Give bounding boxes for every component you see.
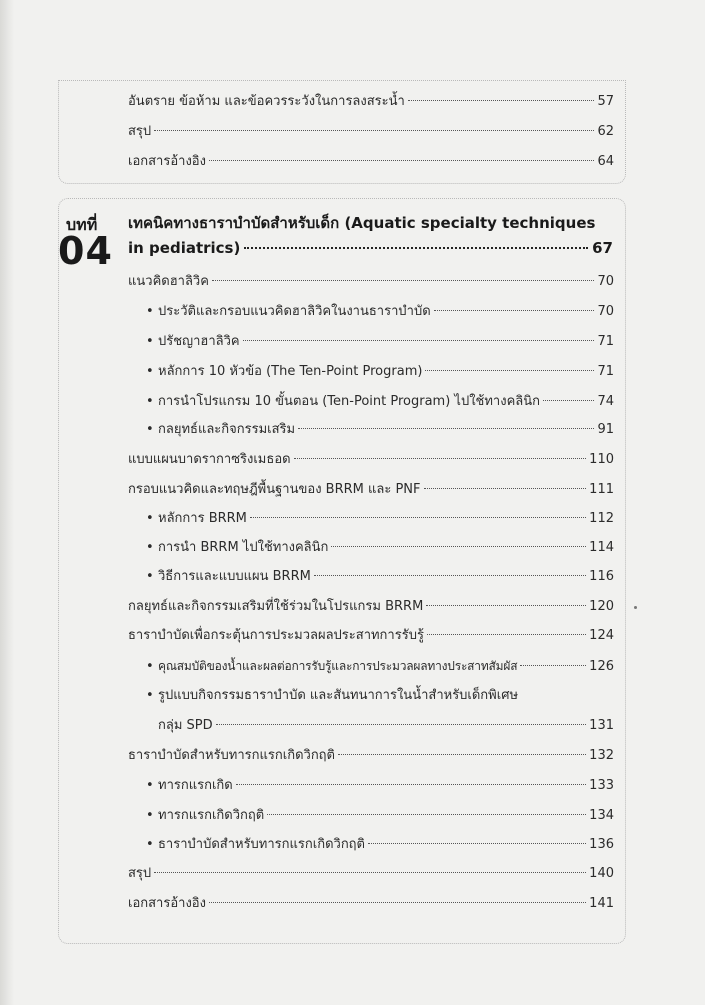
- toc-entry[interactable]: [128, 152, 614, 172]
- leader-dots: [244, 247, 588, 249]
- bullet-icon: •: [146, 334, 154, 349]
- toc-subentry[interactable]: [146, 567, 614, 587]
- toc-entry-text: ธาราบำบัดสำหรับทารกแรกเกิดวิกฤติ: [158, 837, 365, 852]
- toc-entry-page: 110: [589, 452, 614, 467]
- bullet-icon: •: [146, 659, 154, 674]
- bullet-icon: •: [146, 837, 154, 852]
- toc-entry-page: 74: [597, 394, 614, 409]
- leader-dots: [425, 370, 594, 371]
- leader-dots: [424, 488, 587, 489]
- leader-dots: [434, 310, 595, 311]
- toc-subentry[interactable]: [146, 806, 614, 826]
- toc-entry-page: 70: [597, 274, 614, 289]
- leader-dots: [368, 843, 586, 844]
- leader-dots: [314, 575, 586, 576]
- leader-dots: [212, 280, 595, 281]
- toc-entry-text: ธาราบำบัดเพื่อกระตุ้นการประมวลผลประสาทการรับรู้: [128, 628, 424, 643]
- leader-dots: [298, 428, 594, 429]
- toc-entry-text: ทารกแรกเกิดวิกฤติ: [158, 808, 265, 823]
- bullet-icon: •: [146, 511, 154, 526]
- leader-dots: [154, 872, 586, 873]
- leader-dots: [267, 814, 586, 815]
- toc-entry-page: 57: [597, 94, 614, 109]
- toc-entry-text: หลักการ 10 หัวข้อ (The Ten-Point Program): [158, 364, 423, 379]
- toc-entry-text: เอกสารอ้างอิง: [128, 896, 206, 911]
- toc-entry-page: 124: [589, 628, 614, 643]
- toc-subentry-second-line[interactable]: [158, 716, 614, 736]
- toc-entry-page: 136: [589, 837, 614, 852]
- toc-entry-page: 71: [597, 364, 614, 379]
- bullet-icon: •: [146, 394, 154, 409]
- toc-entry-page: 132: [589, 748, 614, 763]
- toc-entry-page: 111: [589, 482, 614, 497]
- toc-entry-text: อันตราย ข้อห้าม และข้อควรระวังในการลงสระน้ำ: [128, 94, 405, 109]
- leader-dots: [250, 517, 586, 518]
- toc-entry-page: 141: [589, 896, 614, 911]
- toc-entry-text: สรุป: [128, 866, 152, 881]
- toc-subentry[interactable]: [146, 420, 614, 440]
- toc-entry[interactable]: [128, 894, 614, 914]
- toc-subentry[interactable]: [146, 835, 614, 855]
- toc-entry-text: การนำโปรแกรม 10 ขั้นตอน (Ten-Point Program) ไปใช้ทางคลินิก: [158, 394, 541, 409]
- toc-subentry[interactable]: [146, 302, 614, 322]
- toc-entry[interactable]: [128, 480, 614, 500]
- toc-entry-page: 120: [589, 599, 614, 614]
- toc-subentry[interactable]: [146, 538, 614, 558]
- toc-entry-text: วิธีการและแบบแผน BRRM: [158, 569, 311, 584]
- leader-dots: [426, 605, 586, 606]
- toc-entry-page: 71: [597, 334, 614, 349]
- bullet-icon: •: [146, 569, 154, 584]
- toc-entry-page: 140: [589, 866, 614, 881]
- bullet-icon: •: [146, 422, 154, 437]
- toc-subentry[interactable]: [146, 362, 614, 382]
- leader-dots: [338, 754, 586, 755]
- toc-entry-text: คุณสมบัติของน้ำและผลต่อการรับรู้และการประมวลผลทางประสาทสัมผัส: [158, 659, 518, 673]
- margin-speck: [634, 606, 637, 609]
- toc-entry-page: 70: [597, 304, 614, 319]
- chapter-number: 04: [58, 229, 113, 273]
- chapter-title-continued[interactable]: [128, 239, 613, 257]
- leader-dots: [331, 546, 586, 547]
- page-edge-shadow: [0, 0, 14, 1005]
- toc-subentry-first-line[interactable]: [146, 686, 518, 706]
- toc-entry-page: 112: [589, 511, 614, 526]
- leader-dots: [543, 400, 594, 401]
- toc-entry-page: 131: [589, 718, 614, 733]
- toc-subentry[interactable]: [146, 656, 614, 677]
- toc-entry-page: 126: [589, 659, 614, 674]
- leader-dots: [427, 634, 586, 635]
- bullet-icon: •: [146, 778, 154, 793]
- toc-subentry[interactable]: [146, 332, 614, 352]
- toc-entry-text: กลยุทธ์และกิจกรรมเสริม: [158, 422, 296, 437]
- toc-entry-text: แบบแผนบาดรากาซริงเมธอด: [128, 452, 291, 467]
- toc-entry[interactable]: [128, 746, 614, 766]
- bullet-icon: •: [146, 540, 154, 555]
- toc-entry-page: 64: [597, 154, 614, 169]
- toc-entry-text: ปรัชญาฮาลิวิค: [158, 334, 240, 349]
- chapter-title[interactable]: เทคนิคทางธาราบำบัดสำหรับเด็ก (Aquatic specialty techniques: [128, 214, 596, 232]
- leader-dots: [154, 130, 594, 131]
- chapter-page: 67: [592, 239, 613, 257]
- bullet-icon: •: [146, 304, 154, 319]
- toc-entry-page: 134: [589, 808, 614, 823]
- toc-entry-text: ทารกแรกเกิด: [158, 778, 233, 793]
- toc-subentry[interactable]: [146, 509, 614, 529]
- leader-dots: [243, 340, 595, 341]
- toc-entry[interactable]: [128, 92, 614, 112]
- toc-entry-page: 133: [589, 778, 614, 793]
- toc-entry-page: 116: [589, 569, 614, 584]
- bullet-icon: •: [146, 808, 154, 823]
- bullet-icon: •: [146, 364, 154, 379]
- toc-entry-text: ประวัติและกรอบแนวคิดฮาลิวิคในงานธาราบำบัด: [158, 304, 431, 319]
- toc-entry-text: กรอบแนวคิดและทฤษฎีพื้นฐานของ BRRM และ PNF: [128, 482, 421, 497]
- leader-dots: [520, 665, 586, 666]
- toc-subentry[interactable]: [146, 392, 614, 412]
- toc-entry-page: 114: [589, 540, 614, 555]
- bullet-icon: •: [146, 688, 154, 703]
- leader-dots: [408, 100, 595, 101]
- toc-entry-text: กลยุทธ์และกิจกรรมเสริมที่ใช้ร่วมในโปรแกรม BRRM: [128, 599, 424, 614]
- chapter-label: บทที่: [66, 215, 98, 234]
- toc-entry-text: ธาราบำบัดสำหรับทารกแรกเกิดวิกฤติ: [128, 748, 335, 763]
- toc-subentry[interactable]: [146, 776, 614, 796]
- leader-dots: [294, 458, 587, 459]
- toc-entry-text: แนวคิดฮาลิวิค: [128, 274, 209, 289]
- toc-entry-text: การนำ BRRM ไปใช้ทางคลินิก: [158, 540, 329, 555]
- toc-entry[interactable]: [128, 864, 614, 884]
- toc-entry-text: รูปแบบกิจกรรมธาราบำบัด และสันทนาการในน้ำสำหรับเด็กพิเศษ: [158, 688, 519, 703]
- toc-entry[interactable]: [128, 626, 614, 646]
- leader-dots: [209, 902, 586, 903]
- chapter-title-line2: in pediatrics): [128, 239, 241, 257]
- toc-entry[interactable]: [128, 272, 614, 292]
- toc-entry-page: 62: [597, 124, 614, 139]
- toc-entry-text: เอกสารอ้างอิง: [128, 154, 206, 169]
- toc-entry[interactable]: [128, 597, 614, 617]
- toc-entry[interactable]: [128, 122, 614, 142]
- toc-entry[interactable]: [128, 450, 614, 470]
- toc-entry-text: สรุป: [128, 124, 152, 139]
- leader-dots: [216, 724, 587, 725]
- leader-dots: [236, 784, 586, 785]
- toc-entry-text: หลักการ BRRM: [158, 511, 247, 526]
- toc-entry-page: 91: [597, 422, 614, 437]
- toc-entry-text: กลุ่ม SPD: [158, 718, 213, 733]
- leader-dots: [209, 160, 595, 161]
